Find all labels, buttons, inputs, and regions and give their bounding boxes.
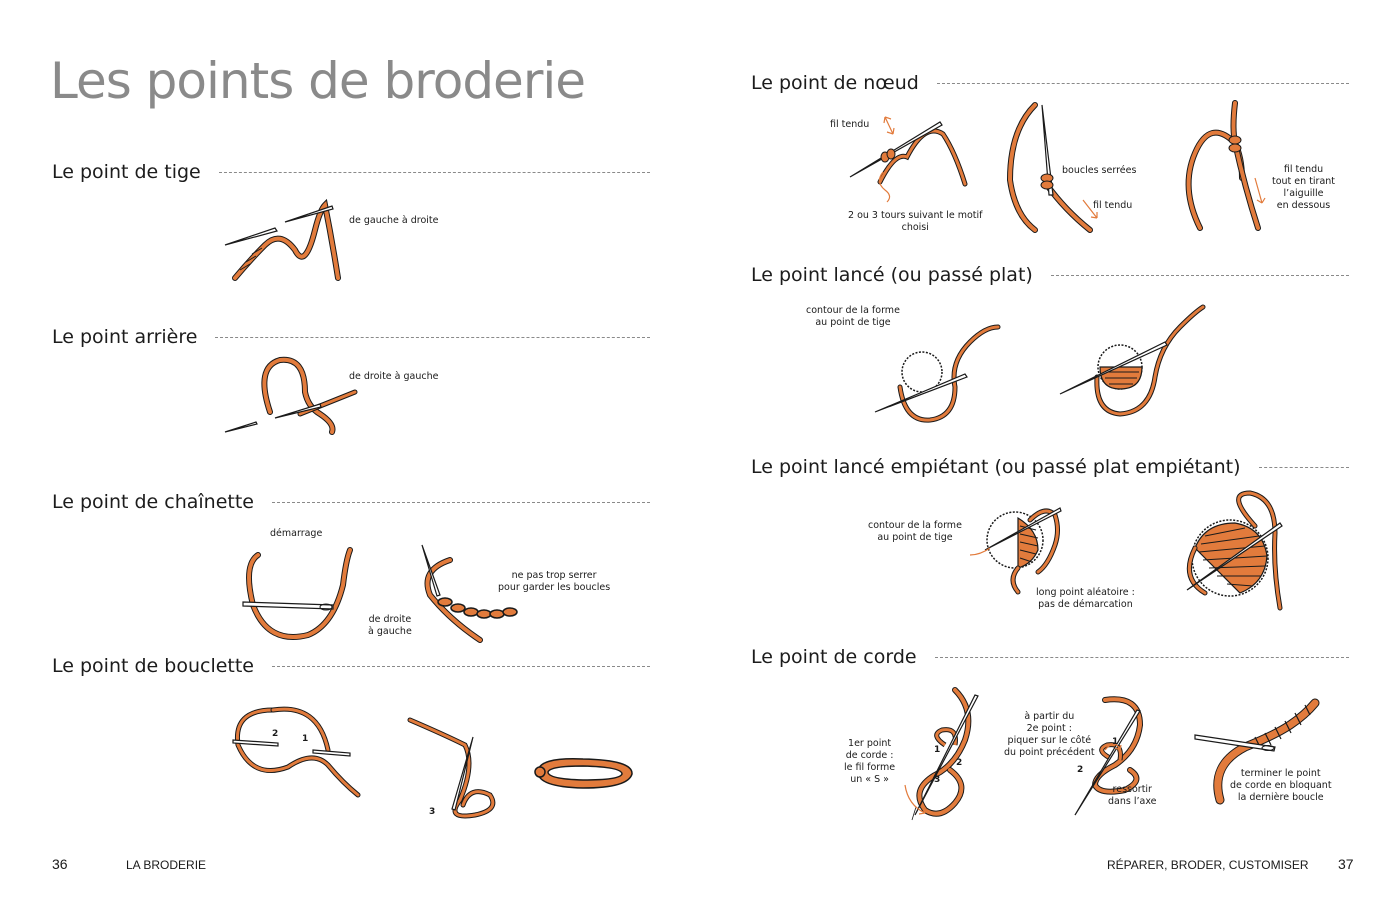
note: fil tendu — [1093, 200, 1133, 211]
step-number: 1 — [934, 745, 941, 755]
note: fil tendu — [830, 119, 870, 130]
section-title: Le point de tige — [52, 161, 201, 183]
section-title: Le point lancé (ou passé plat) — [751, 264, 1033, 286]
note: ressortir dans l’axe — [1108, 784, 1157, 807]
note: contour de la forme au point de tige — [868, 520, 962, 543]
note: fil tendu tout en tirant l’aiguille en dessous — [1272, 164, 1336, 211]
note: de droite à gauche — [349, 371, 439, 382]
french-knot-step1-illustration — [845, 112, 975, 207]
section-heading-point-de-chainette — [52, 491, 650, 513]
lazy-daisy-step1-illustration — [228, 705, 368, 800]
dashed-rule — [219, 172, 650, 173]
section-heading-point-de-corde — [751, 646, 1349, 668]
satin-stitch-step2-illustration — [1055, 302, 1215, 422]
note: de gauche à droite — [349, 215, 439, 226]
page-number-left: 36 — [52, 856, 68, 872]
step-number: 1 — [302, 734, 309, 744]
section-title: Le point arrière — [52, 326, 198, 348]
dashed-rule — [935, 657, 1349, 658]
section-title: Le point lancé empiétant (ou passé plat empiétant) — [751, 456, 1241, 478]
note: ne pas trop serrer pour garder les boucles — [498, 570, 611, 593]
dashed-rule — [1259, 467, 1349, 468]
note: long point aléatoire : pas de démarcation — [1036, 587, 1135, 610]
running-header-left: LA BRODERIE — [126, 858, 207, 872]
french-knot-step3-illustration — [1180, 98, 1280, 233]
dashed-rule — [272, 666, 650, 667]
note: contour de la forme au point de tige — [806, 305, 900, 328]
step-number: 3 — [934, 775, 941, 785]
note: démarrage — [270, 528, 323, 539]
lazy-daisy-finished-illustration — [528, 752, 638, 797]
section-title: Le point de bouclette — [52, 655, 254, 677]
step-number: 2 — [956, 758, 963, 768]
long-short-stitch-step1-illustration — [960, 500, 1070, 595]
note: terminer le point de corde en bloquant la dernière boucle — [1230, 768, 1332, 803]
chain-stitch-loops-illustration — [410, 540, 530, 650]
running-header-right: RÉPARER, BRODER, CUSTOMISER — [1107, 858, 1309, 872]
rope-stitch-step1-illustration — [900, 685, 990, 825]
lazy-daisy-step2-illustration — [405, 715, 505, 825]
note: 1er point de corde : le fil forme un « S » — [844, 738, 896, 785]
step-number: 2 — [1077, 765, 1084, 775]
dashed-rule — [272, 502, 650, 503]
step-number: 3 — [429, 807, 436, 817]
section-heading-point-de-noeud — [751, 72, 1349, 94]
long-short-stitch-step2-illustration — [1175, 488, 1290, 618]
dashed-rule — [215, 337, 650, 338]
section-title: Le point de chaînette — [52, 491, 254, 513]
section-title: Le point de corde — [751, 646, 917, 668]
step-number: 1 — [1112, 737, 1119, 747]
section-title: Le point de nœud — [751, 72, 919, 94]
backstitch-illustration — [220, 352, 360, 437]
step-number: 2 — [272, 729, 279, 739]
section-heading-point-lance — [751, 264, 1349, 286]
note: à partir du 2e point : piquer sur le côté du point précédent — [1004, 711, 1095, 758]
section-heading-point-de-tige — [52, 161, 650, 183]
section-heading-point-de-bouclette — [52, 655, 650, 677]
chain-stitch-start-illustration — [238, 545, 358, 645]
satin-stitch-step1-illustration — [870, 322, 1010, 427]
page-title: Les points de broderie — [50, 52, 586, 110]
note: de droite à gauche — [368, 614, 412, 637]
note: 2 ou 3 tours suivant le motif choisi — [848, 210, 983, 233]
section-heading-point-lance-empietant — [751, 456, 1349, 478]
dashed-rule — [937, 83, 1349, 84]
page-number-right: 37 — [1338, 856, 1354, 872]
note: boucles serrées — [1062, 165, 1137, 176]
stem-stitch-illustration — [220, 200, 350, 285]
dashed-rule — [1051, 275, 1349, 276]
section-heading-point-arriere — [52, 326, 650, 348]
